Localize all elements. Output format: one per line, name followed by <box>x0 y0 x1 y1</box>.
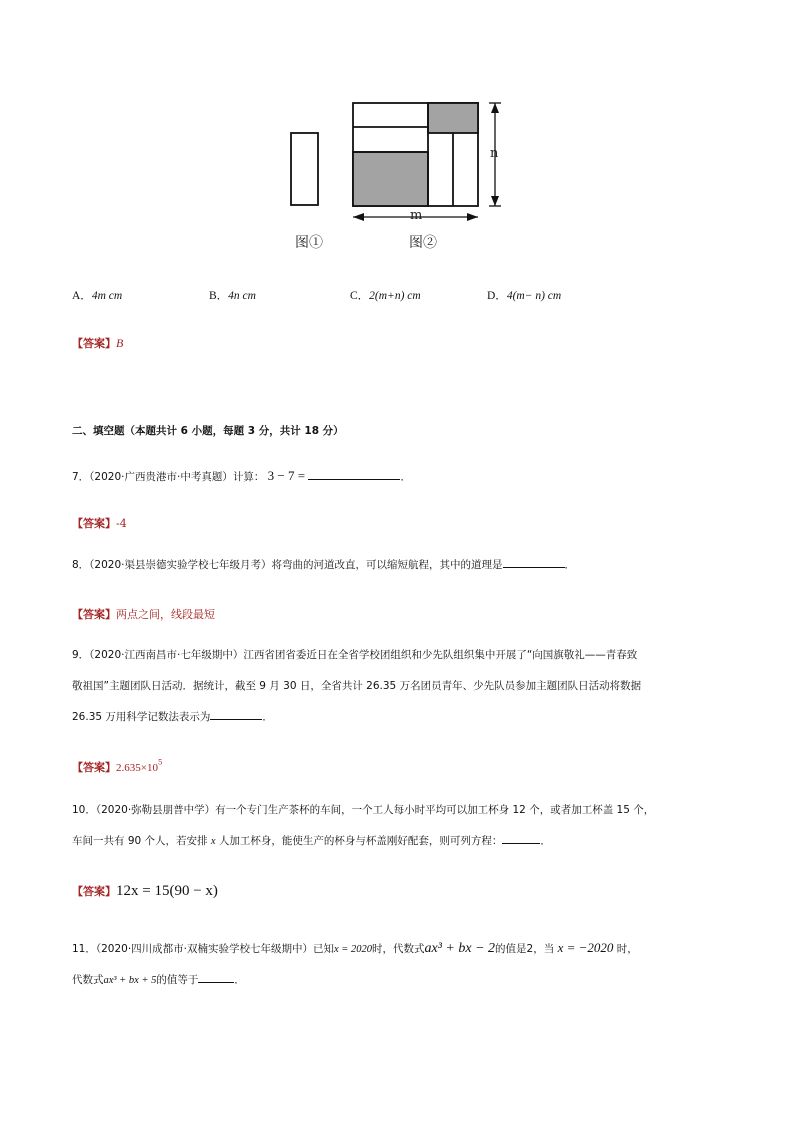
figure2-shaded-top-right <box>428 103 478 133</box>
q8-answer-value: 两点之间，线段最短 <box>116 608 215 621</box>
q8-text: 8．（2020·渠县崇德实验学校七年级月考）将弯曲的河道改直，可以缩短航程，其中的道理是 <box>72 559 503 571</box>
figure2-shaded-bottom-left <box>353 152 428 206</box>
q11-expression-1: ax³ + bx − 2 <box>424 941 496 956</box>
question-11: 11．（2020·四川成都市·双楠实验学校七年级期中）已知x = 2020时，代数式ax³ + bx − 2的值是2，当 x = −2020 时， 代数式ax³ + bx + 5的值等于 ． <box>72 940 638 986</box>
question-7: 7．（2020·广西贵港市·中考真题）计算： 3 − 7 = ． <box>72 468 411 483</box>
q8-blank <box>503 555 565 568</box>
q9-line2: 敬祖国”主题团队日活动．据统计，截至 9 月 30 日，全省共计 26.35 万名团员青年、少先队员参加主题团队日活动将数据 <box>72 680 642 692</box>
q10-answer-value: 12x = 15(90 − x) <box>116 883 218 899</box>
figure1-caption: 图① <box>295 235 323 251</box>
q7-answer-value: -4 <box>116 517 127 530</box>
option-b: B．4n cm <box>209 290 256 302</box>
option-d: D．4(m− n) cm <box>487 290 562 302</box>
dimension-n-label: n <box>490 146 499 161</box>
option-a: A．4m cm <box>72 290 123 302</box>
section-heading: 二、填空题（本题共计 6 小题，每题 3 分，共计 18 分） <box>72 425 344 437</box>
figure2-caption: 图② <box>409 235 437 251</box>
q11-blank <box>198 970 234 983</box>
dimension-m-label: m <box>410 208 423 223</box>
question-8: 8．（2020·渠县崇德实验学校七年级月考）将弯曲的河道改直，可以缩短航程，其中的道理是 ． <box>72 550 575 581</box>
q9-answer-value: 2.635×10 <box>116 762 158 774</box>
option-c: C．2(m+n) cm <box>350 290 421 302</box>
q7-answer: 【答案】-4 <box>72 517 127 530</box>
q6-answer-value: B <box>116 336 124 350</box>
q9-line1: 9．（2020·江西南昌市·七年级期中）江西省团省委近日在全省学校团组织和少先队组织集中开展了“向国旗敬礼——青春致 <box>72 649 638 661</box>
q9-blank <box>210 707 262 720</box>
q9-answer-exponent: 5 <box>157 758 163 767</box>
q10-line1: 10．（2020·弥勒县朋普中学）有一个专门生产茶杯的车间，一个工人每小时平均可以加工杯身 12 个，或者加工杯盖 15 个， <box>72 804 655 816</box>
question-10: 10．（2020·弥勒县朋普中学）有一个专门生产茶杯的车间，一个工人每小时平均可以加工杯身 12 个，或者加工杯盖 15 个， 车间一共有 90 个人，若安排 x 人加工杯身，能使生产的杯身与杯盖刚好配套，则可列方程： ． <box>72 795 732 857</box>
question-9: 9．（2020·江西南昌市·七年级期中）江西省团省委近日在全省学校团组织和少先队组织集中开展了“向国旗敬礼——青春致 敬祖国”主题团队日活动．据统计，截至 9 月 30 日，全省共计 26.35 万名团员青年、少先队员参加主题团队日活动将数据 26.35 万用科学记数法表示为 ． <box>72 640 732 733</box>
q10-blank <box>502 831 540 844</box>
q7-expression: 3 − 7 = <box>267 468 306 483</box>
q11-expression-2: ax³ + bx + 5 <box>103 975 157 986</box>
figure1-rectangle <box>291 133 318 205</box>
q8-answer: 【答案】两点之间，线段最短 <box>72 608 215 621</box>
q10-answer: 【答案】12x = 15(90 − x) <box>72 883 218 899</box>
q7-blank <box>308 467 400 480</box>
q9-answer: 【答案】$2.635\times 10^5$ <box>72 758 163 774</box>
q7-prefix: 7．（2020·广西贵港市·中考真题）计算： <box>72 471 265 483</box>
q9-line3: 26.35 万用科学记数法表示为 <box>72 711 211 723</box>
q6-answer <box>72 332 123 351</box>
answer-tag: 【答案】 <box>72 337 116 350</box>
